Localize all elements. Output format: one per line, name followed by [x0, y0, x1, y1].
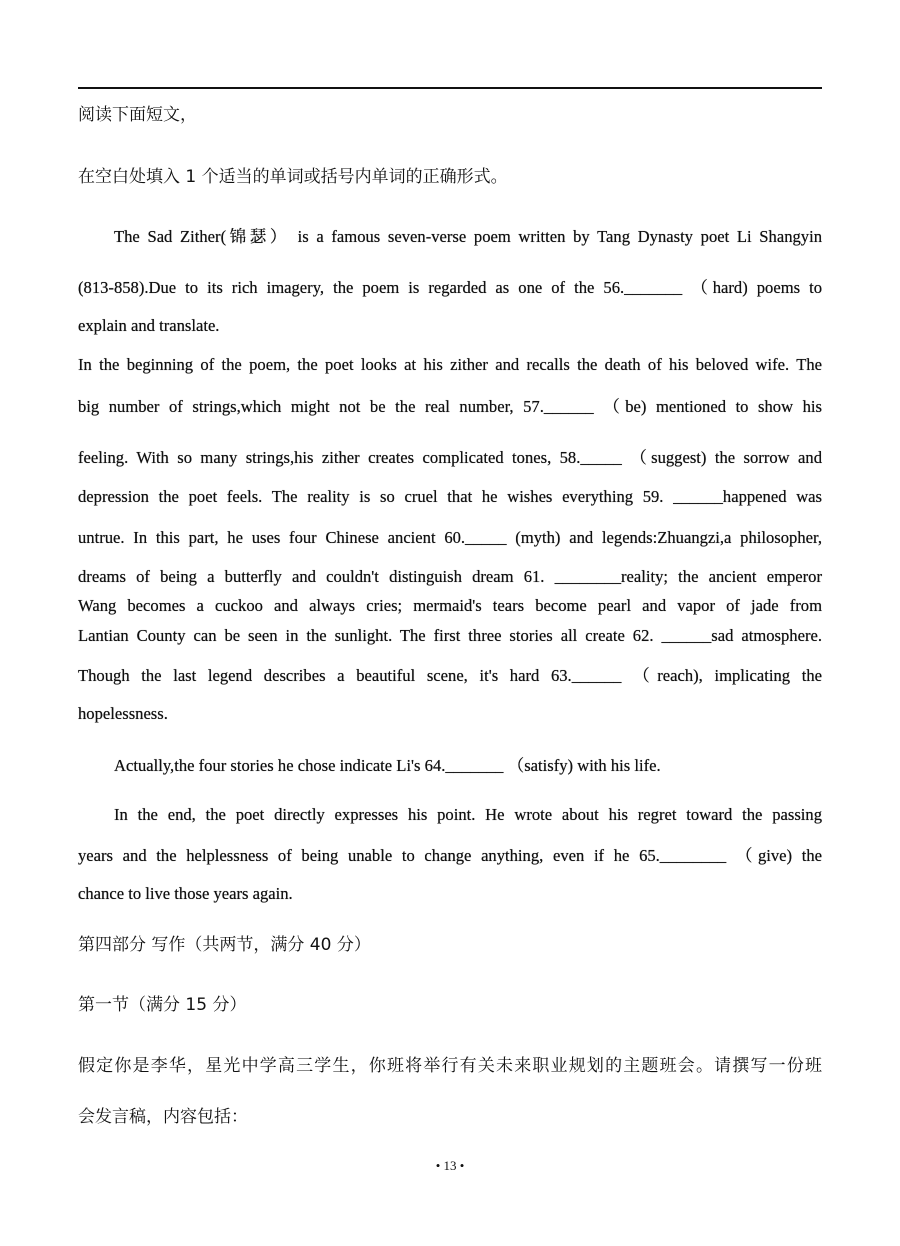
- passage-line: hopelessness.: [78, 704, 168, 723]
- passage-line: dreams of being a butterfly and couldn't distinguish dream 61. ________reality; the ancient emperor: [78, 567, 822, 586]
- passage-line: depression the poet feels. The reality is so cruel that he wishes everything 59. ______happened was: [78, 487, 822, 506]
- passage-line: feeling. With so many strings,his zither creates complicated tones, 58._____ （suggest) the sorrow and: [78, 448, 822, 467]
- passage-line: chance to live those years again.: [78, 884, 293, 903]
- passage-line: In the end, the poet directly expresses his point. He wrote about his regret toward the passing: [114, 805, 822, 824]
- writing-section-title: 第一节（满分 15 分）: [78, 995, 247, 1015]
- instruction-title: 阅读下面短文，: [78, 105, 197, 125]
- passage-line: big number of strings,which might not be the real number, 57.______ （be) mentioned to show his: [78, 397, 822, 416]
- passage-line: (813-858).Due to its rich imagery, the poem is regarded as one of the 56._______ （hard) poems to: [78, 278, 822, 297]
- passage-line: explain and translate.: [78, 316, 220, 335]
- passage-line: Lantian County can be seen in the sunlight. The first three stories all create 62. ______sad atmosphere.: [78, 626, 822, 645]
- passage-line: Though the last legend describes a beautiful scene, it's hard 63.______ （reach), implicating the: [78, 666, 822, 685]
- writing-prompt-line: 假定你是李华，星光中学高三学生，你班将举行有关未来职业规划的主题班会。请撰写一份班: [78, 1056, 822, 1076]
- page-number: • 13 •: [435, 1158, 465, 1173]
- writing-prompt-line: 会发言稿，内容包括：: [78, 1107, 248, 1127]
- instruction-task: 在空白处填入 1 个适当的单词或括号内单词的正确形式。: [78, 167, 508, 187]
- writing-part-title: 第四部分 写作（共两节，满分 40 分）: [78, 935, 371, 955]
- passage-line: years and the helplessness of being unable to change anything, even if he 65.________ （give) the: [78, 846, 822, 865]
- passage-line: In the beginning of the poem, the poet looks at his zither and recalls the death of his beloved wife. The: [78, 355, 822, 374]
- passage-line: Actually,the four stories he chose indicate Li's 64._______ （satisfy) with his life.: [114, 756, 661, 775]
- top-rule: [78, 87, 822, 89]
- passage-line: The Sad Zither(锦瑟） is a famous seven-verse poem written by Tang Dynasty poet Li Shangyin: [114, 227, 822, 246]
- passage-line: Wang becomes a cuckoo and always cries; mermaid's tears become pearl and vapor of jade from: [78, 596, 822, 615]
- passage-line: untrue. In this part, he uses four Chinese ancient 60._____ (myth) and legends:Zhuangzi,a philosopher,: [78, 528, 822, 547]
